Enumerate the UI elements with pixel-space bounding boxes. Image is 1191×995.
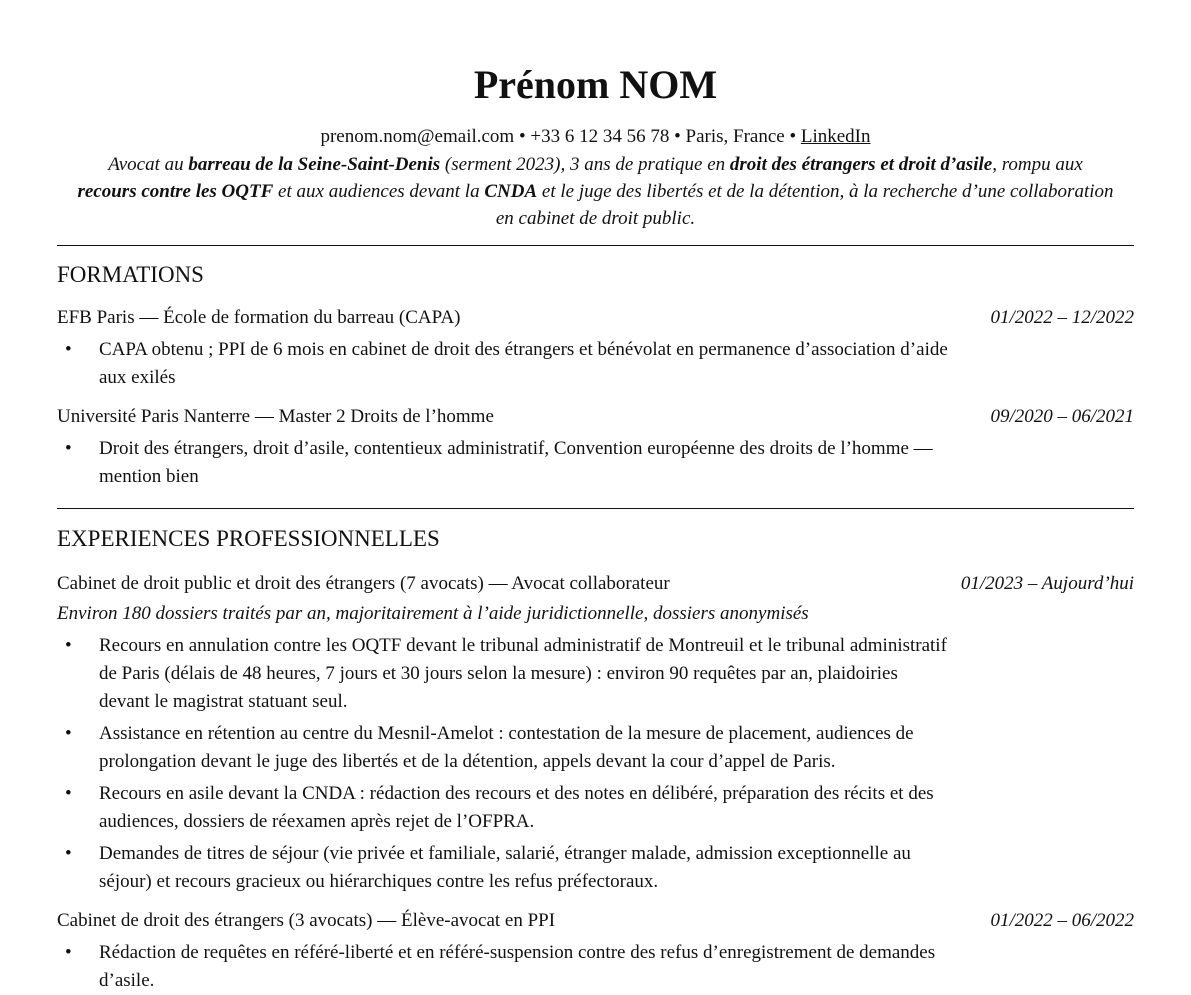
formation-entry — [57, 304, 1134, 392]
entry-header — [57, 304, 1134, 332]
bullet-item: • CAPA obtenu ; PPI de 6 mois en cabinet de droit des étrangers et bénévolat en permanence d’association d’aide aux exilés — [57, 336, 949, 392]
entry-bullets — [57, 336, 1134, 392]
formation-entry — [57, 403, 1134, 491]
contact-email: prenom.nom@email.com — [320, 126, 515, 147]
entry-dates: 01/2022 – 06/2022 — [990, 910, 1134, 931]
bullet-item: • Droit des étrangers, droit d’asile, contentieux administratif, Convention européenne des droits de l’homme — mention bien — [57, 435, 949, 491]
summary-highlight: recours contre les OQTF — [77, 181, 274, 202]
section-title-formations: FORMATIONS — [57, 262, 204, 287]
entry-title: Université Paris Nanterre — Master 2 Droits de l’homme — [57, 406, 494, 427]
summary-highlight: CNDA — [484, 181, 538, 202]
contact-separator: • — [514, 126, 531, 147]
formations-section — [57, 246, 1134, 491]
experience-entry — [57, 570, 1134, 896]
entry-bullets — [57, 939, 1134, 995]
entry-subtitle: Environ 180 dossiers traités par an, majoritairement à l’aide juridictionnelle, dossiers anonymisés — [57, 603, 809, 624]
bullet-item: • Recours en annulation contre les OQTF devant le tribunal administratif de Montreuil et le tribunal administratif de Paris (délais de 48 heures, 7 jours et 30 jours selon la mesure) : environ 90 requêtes par an, plaidoiries devant le magistrat statuant seul. — [57, 632, 949, 716]
summary-text: (serment 2023), 3 ans de pratique en — [440, 154, 730, 175]
entry-bullets — [57, 632, 1134, 896]
section-title-experiences: EXPERIENCES PROFESSIONNELLES — [57, 526, 440, 551]
entry-bullets — [57, 435, 1134, 491]
bullet-item: • Assistance en rétention au centre du Mesnil-Amelot : contestation de la mesure de placement, audiences de prolongation devant le juge des libertés et de la détention, appels devant la cour d’appel de Paris. — [57, 720, 949, 776]
summary-text: , rompu aux — [992, 154, 1083, 175]
contact-separator: • — [669, 126, 686, 147]
entry-title: EFB Paris — École de formation du barreau (CAPA) — [57, 307, 461, 328]
contact-location: Paris, France — [685, 126, 785, 147]
experiences-section — [57, 509, 1134, 995]
entry-header — [57, 907, 1134, 935]
bullet-item: • Demandes de titres de séjour (vie privée et familiale, salarié, étranger malade, admission exceptionnelle au séjour) et recours gracieux ou hiérarchiques contre les refus préfectoraux. — [57, 840, 949, 896]
summary-text: et aux audiences devant la — [273, 181, 485, 202]
entry-header — [57, 403, 1134, 431]
contact-separator: • — [784, 126, 801, 147]
profile-summary — [77, 151, 1114, 232]
entry-dates: 01/2022 – 12/2022 — [990, 307, 1134, 328]
contact-line — [57, 123, 1134, 151]
resume-page — [57, 0, 1134, 995]
entry-title: Cabinet de droit des étrangers (3 avocats) — Élève-avocat en PPI — [57, 910, 556, 931]
summary-text: Avocat au — [108, 154, 189, 175]
summary-text: et le juge des libertés et de la détention, à la recherche d’une collaboration en cabinet de droit public. — [495, 181, 1114, 229]
bullet-item: • Rédaction de requêtes en référé-liberté et en référé-suspension contre des refus d’enregistrement de demandes d’asile. — [57, 939, 949, 995]
entry-dates: 01/2023 – Aujourd’hui — [960, 573, 1134, 594]
bullet-item: • Recours en asile devant la CNDA : rédaction des recours et des notes en délibéré, préparation des récits et des audiences, dossiers de réexamen après rejet de l’OFPRA. — [57, 780, 949, 836]
experience-entry — [57, 907, 1134, 995]
entry-title: Cabinet de droit public et droit des étrangers (7 avocats) — Avocat collaborateur — [57, 573, 670, 594]
candidate-name: Prénom NOM — [473, 62, 718, 107]
summary-highlight: barreau de la Seine-Saint-Denis — [188, 154, 441, 175]
contact-phone: +33 6 12 34 56 78 — [530, 126, 670, 147]
summary-highlight: droit des étrangers et droit d’asile — [729, 154, 993, 175]
entry-dates: 09/2020 – 06/2021 — [990, 406, 1134, 427]
linkedin-link[interactable]: LinkedIn — [800, 126, 871, 147]
entry-header — [57, 570, 1134, 598]
